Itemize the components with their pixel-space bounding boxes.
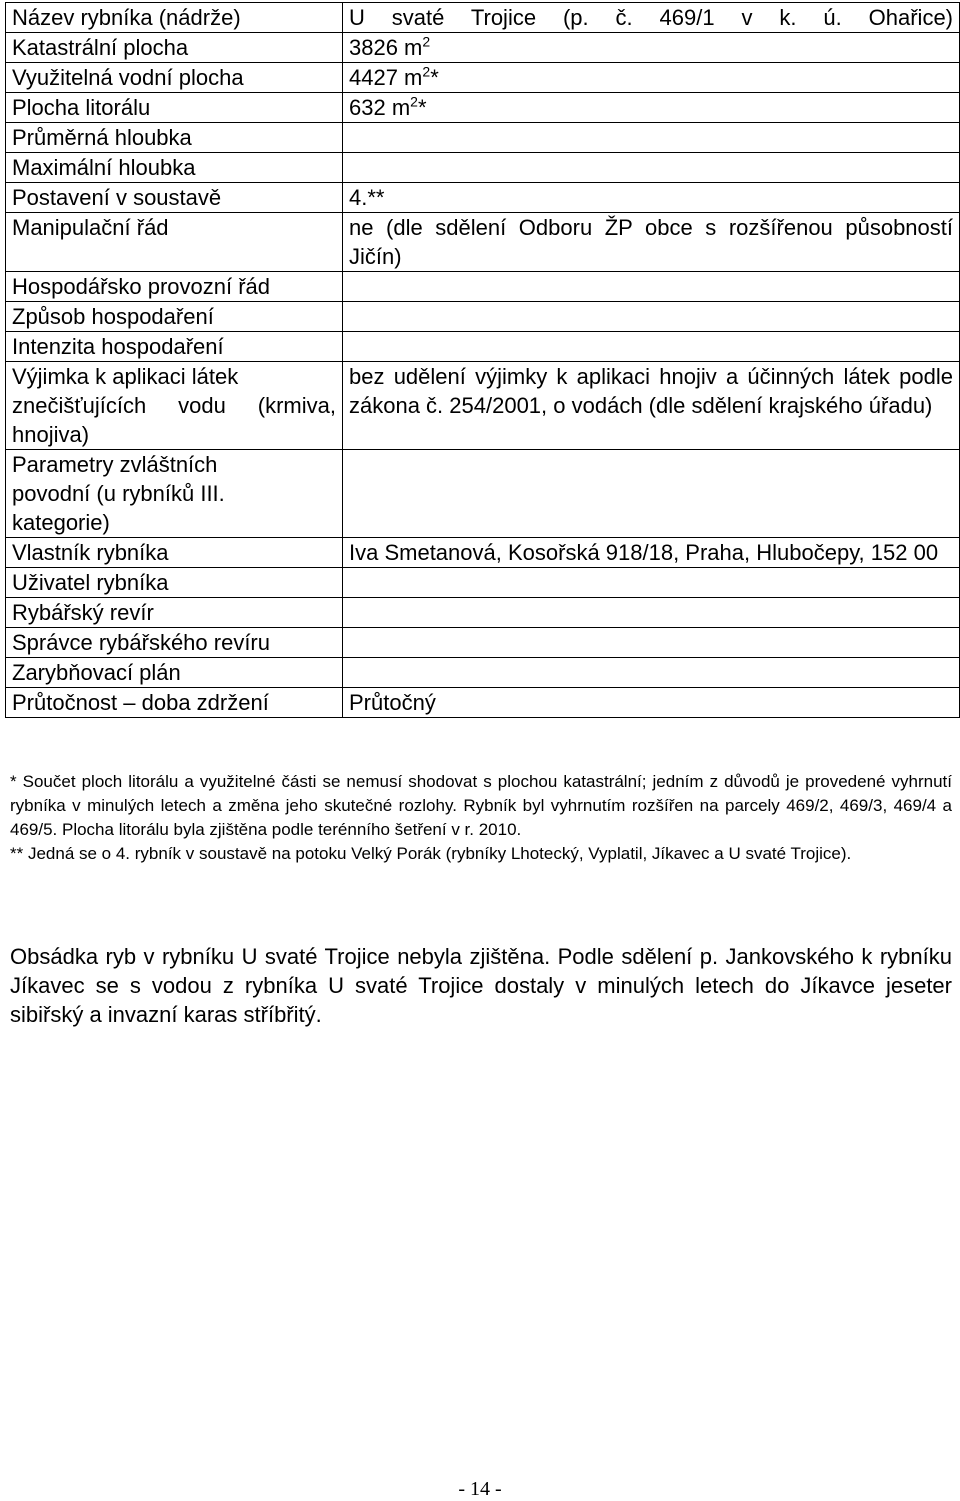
management-method-value xyxy=(343,302,960,332)
row-label: Hospodářsko provozní řád xyxy=(6,272,343,302)
footnote-system: ** Jedná se o 4. rybník v soustavě na potoku Velký Porák (rybníky Lhotecký, Vyplatil, Jíkavec a U svaté Trojice). xyxy=(10,844,852,863)
table-row xyxy=(6,272,960,302)
label-line: Parametry zvláštních xyxy=(12,452,218,477)
area-number: 4427 m xyxy=(349,65,423,90)
area-unit-exponent: 2 xyxy=(410,93,418,110)
table-row xyxy=(6,332,960,362)
fish-stock-paragraph: Obsádka ryb v rybníku U svaté Trojice nebyla zjištěna. Podle sdělení p. Jankovského k rybníku Jíkavec se s vodou z rybníka U svaté Trojice dostaly v minulých letech do Jíkavce jeseter sibiřský a invazní karas stříbřitý. xyxy=(10,944,952,1027)
table-row xyxy=(6,93,960,123)
row-label: Maximální hloubka xyxy=(6,153,343,183)
table-row xyxy=(6,213,960,272)
flow-retention-value: Průtočný xyxy=(343,688,960,718)
row-label: Postavení v soustavě xyxy=(6,183,343,213)
label-line: hnojiva) xyxy=(12,422,90,447)
row-label: Průměrná hloubka xyxy=(6,123,343,153)
flood-parameters-value xyxy=(343,450,960,538)
area-number: 3826 m xyxy=(349,35,423,60)
row-label: Manipulační řád xyxy=(6,213,343,272)
table-row xyxy=(6,628,960,658)
row-label: Vlastník rybníka xyxy=(6,538,343,568)
row-label: Název rybníka (nádrže) xyxy=(6,3,343,33)
label-line: povodní (u rybníků III. xyxy=(12,481,225,506)
fishing-district-value xyxy=(343,598,960,628)
table-row xyxy=(6,658,960,688)
pollutant-exemption-value: bez udělení výjimky k aplikaci hnojiv a účinných látek podle zákona č. 254/2001, o vodách (dle sdělení krajského úřadu) xyxy=(343,362,960,450)
row-label: Zarybňovací plán xyxy=(6,658,343,688)
row-label xyxy=(6,450,343,538)
operating-order-value xyxy=(343,272,960,302)
littoral-area-value xyxy=(343,93,960,123)
row-label: Intenzita hospodaření xyxy=(6,332,343,362)
row-label: Správce rybářského revíru xyxy=(6,628,343,658)
page-number: - 14 - xyxy=(458,1478,502,1500)
table-row xyxy=(6,688,960,718)
row-label: Uživatel rybníka xyxy=(6,568,343,598)
label-line: znečišťujících vodu (krmiva, xyxy=(12,393,336,418)
district-manager-value xyxy=(343,628,960,658)
table-row xyxy=(6,598,960,628)
cadastral-area-value xyxy=(343,33,960,63)
area-number: 632 m xyxy=(349,95,411,120)
stocking-plan-value xyxy=(343,658,960,688)
average-depth-value xyxy=(343,123,960,153)
pond-name-value: U svaté Trojice (p. č. 469/1 v k. ú. Ohařice) xyxy=(343,3,960,33)
table-row xyxy=(6,3,960,33)
pond-info-table xyxy=(5,2,960,718)
label-line: Výjimka k aplikaci látek xyxy=(12,364,239,389)
footnote-marker: * xyxy=(417,95,427,120)
footnote-area: * Součet ploch litorálu a využitelné části se nemusí shodovat s plochou katastrální; jedním z důvodů je provedené vyhrnutí rybníka v minulých letech a změna jeho skutečné rozlohy. Rybník byl vyhrnutím rozšířen na parcely 469/2, 469/3, 469/4 a 469/5. Plocha litorálu byla zjištěna podle terénního šetření v r. 2010. xyxy=(10,772,952,839)
footnotes xyxy=(10,770,952,866)
table-row xyxy=(6,568,960,598)
table-row xyxy=(6,302,960,332)
row-label xyxy=(6,362,343,450)
table-row xyxy=(6,63,960,93)
row-label: Katastrální plocha xyxy=(6,33,343,63)
row-label: Využitelná vodní plocha xyxy=(6,63,343,93)
system-position-value: 4.** xyxy=(343,183,960,213)
table-row xyxy=(6,183,960,213)
footnote-marker: * xyxy=(430,65,439,90)
handling-order-value: ne (dle sdělení Odboru ŽP obce s rozšířenou působností Jičín) xyxy=(343,213,960,272)
management-intensity-value xyxy=(343,332,960,362)
table-row xyxy=(6,153,960,183)
row-label: Způsob hospodaření xyxy=(6,302,343,332)
table-row xyxy=(6,450,960,538)
area-unit-exponent: 2 xyxy=(422,33,431,50)
table-row xyxy=(6,362,960,450)
max-depth-value xyxy=(343,153,960,183)
pond-user-value xyxy=(343,568,960,598)
table-row xyxy=(6,123,960,153)
area-unit-exponent: 2 xyxy=(422,63,431,80)
row-label: Průtočnost – doba zdržení xyxy=(6,688,343,718)
usable-water-area-value xyxy=(343,63,960,93)
row-label: Plocha litorálu xyxy=(6,93,343,123)
table-row xyxy=(6,538,960,568)
row-label: Rybářský revír xyxy=(6,598,343,628)
pond-owner-value: Iva Smetanová, Kosořská 918/18, Praha, Hlubočepy, 152 00 xyxy=(343,538,960,568)
label-line: kategorie) xyxy=(12,510,110,535)
table-row xyxy=(6,33,960,63)
